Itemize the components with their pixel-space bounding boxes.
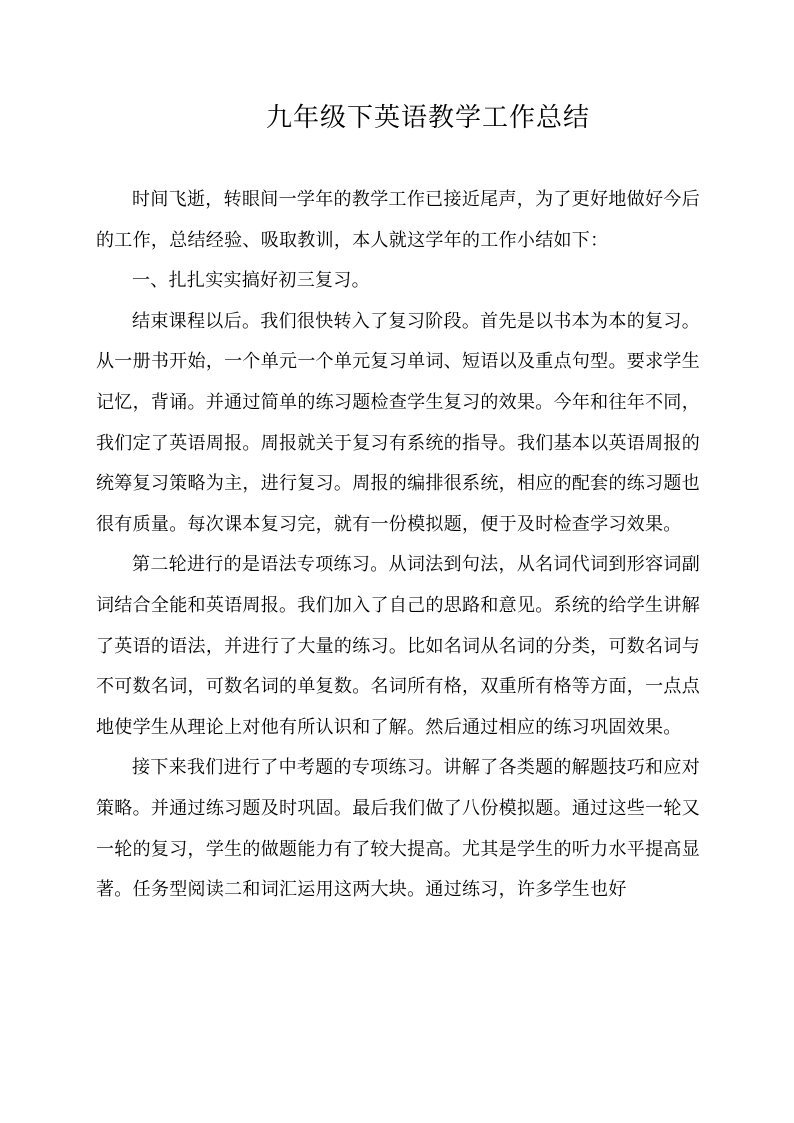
document-body (96, 180, 700, 911)
paragraph-review-phase: 结束课程以后。我们很快转入了复习阶段。首先是以书本为本的复习。从一册书开始，一个单元一个单元复习单词、短语以及重点句型。要求学生记忆，背诵。并通过简单的练习题检查学生复习的效果。今年和往年不同，我们定了英语周报。周报就关于复习有系统的指导。我们基本以英语周报的统筹复习策略为主，进行复习。周报的编排很系统，相应的配套的练习题也很有质量。每次课本复习完，就有一份模拟题，便于及时检查学习效果。 (96, 310, 700, 535)
paragraph-intro: 时间飞逝，转眼间一学年的教学工作已接近尾声，为了更好地做好今后的工作，总结经验、吸取教训，本人就这学年的工作小结如下： (96, 189, 700, 251)
paragraph-grammar-practice: 第二轮进行的是语法专项练习。从词法到句法，从名词代词到形容词副词结合全能和英语周报。我们加入了自己的思路和意见。系统的给学生讲解了英语的语法，并进行了大量的练习。比如名词从名词的分类，可数名词与不可数名词，可数名词的单复数。名词所有格，双重所有格等方面，一点点地使学生从理论上对他有所认识和了解。然后通过相应的练习巩固效果。 (96, 554, 700, 738)
document-title: 九年级下英语教学工作总结 (265, 103, 590, 133)
section-heading-1: 一、扎扎实实搞好初三复习。 (132, 270, 370, 292)
paragraph-exam-practice: 接下来我们进行了中考题的专项练习。讲解了各类题的解题技巧和应对策略。并通过练习题及时巩固。最后我们做了八份模拟题。通过这些一轮又一轮的复习，学生的做题能力有了较大提高。尤其是学生的听力水平提高显著。任务型阅读二和词汇运用这两大块。通过练习，许多学生也好 (96, 757, 700, 901)
